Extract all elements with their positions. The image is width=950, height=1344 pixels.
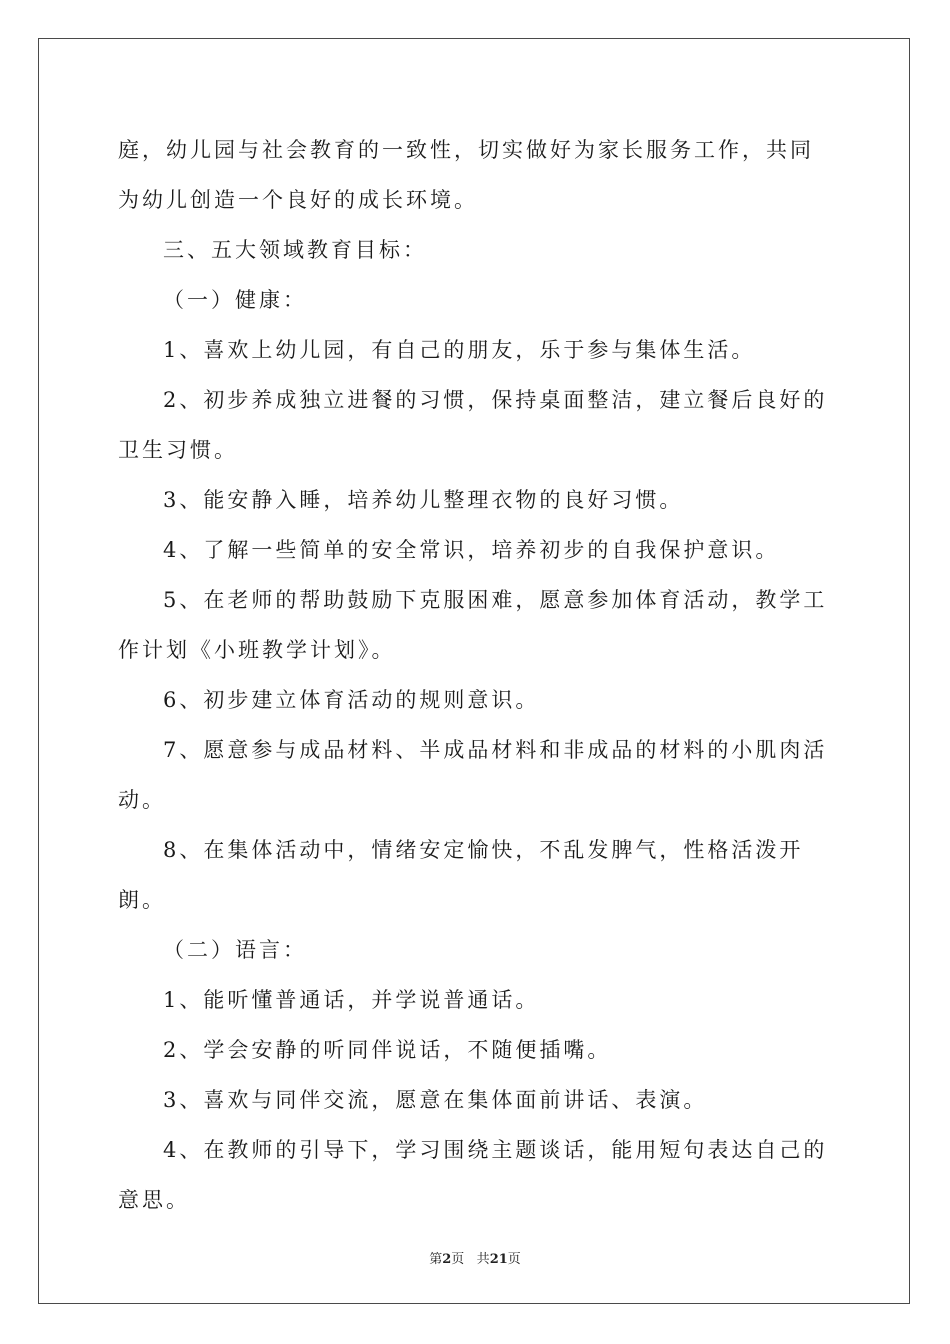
page-suffix: 页	[451, 1252, 465, 1267]
list-item: 6、初步建立体育活动的规则意识。	[163, 688, 540, 712]
total-pages: 21	[489, 1252, 508, 1267]
section-heading: 三、五大领域教育目标：	[163, 238, 427, 262]
list-item: 2、学会安静的听同伴说话，不随便插嘴。	[163, 1038, 612, 1062]
list-item: 1、喜欢上幼儿园，有自己的朋友，乐于参与集体生活。	[163, 338, 756, 362]
list-item: 5、在老师的帮助鼓励下克服困难，愿意参加体育活动，教学工作计划《小班教学计划》。	[118, 588, 828, 662]
subsection-heading: （二）语言：	[163, 938, 307, 962]
total-suffix: 页	[507, 1252, 521, 1267]
page-number: 2	[442, 1252, 452, 1267]
list-item: 4、在教师的引导下，学习围绕主题谈话，能用短句表达自己的意思。	[118, 1138, 828, 1212]
subsection-heading: （一）健康：	[163, 288, 307, 312]
list-item: 1、能听懂普通话，并学说普通话。	[163, 988, 540, 1012]
page-footer	[0, 1248, 950, 1267]
list-item: 4、了解一些简单的安全常识，培养初步的自我保护意识。	[163, 538, 780, 562]
list-item: 8、在集体活动中，情绪安定愉快，不乱发脾气，性格活泼开朗。	[118, 838, 804, 912]
paragraph: 庭，幼儿园与社会教育的一致性，切实做好为家长服务工作，共同为幼儿创造一个良好的成长环境。	[118, 138, 814, 212]
page-prefix: 第	[429, 1252, 443, 1267]
list-item: 7、愿意参与成品材料、半成品材料和非成品的材料的小肌肉活动。	[118, 738, 828, 812]
list-item: 3、喜欢与同伴交流，愿意在集体面前讲话、表演。	[163, 1088, 708, 1112]
list-item: 2、初步养成独立进餐的习惯，保持桌面整洁，建立餐后良好的卫生习惯。	[118, 388, 828, 462]
list-item: 3、能安静入睡，培养幼儿整理衣物的良好习惯。	[163, 488, 684, 512]
total-prefix: 共	[476, 1252, 490, 1267]
document-body	[118, 125, 834, 1225]
